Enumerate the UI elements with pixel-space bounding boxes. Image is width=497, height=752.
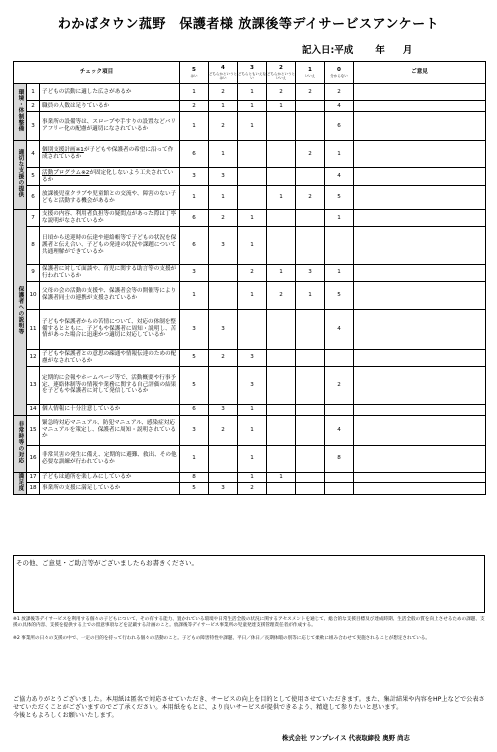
- response-count: [209, 281, 238, 309]
- opinion-cell[interactable]: [354, 227, 486, 265]
- scale-sub: はい: [190, 73, 198, 78]
- response-count: [267, 168, 296, 186]
- response-count: [267, 141, 296, 168]
- table-row: [14, 281, 486, 309]
- response-count: [238, 309, 267, 349]
- response-count: [267, 112, 296, 141]
- date-year: 年: [375, 45, 385, 56]
- response-count: [325, 349, 354, 366]
- question-number: 6: [27, 186, 40, 210]
- response-count: [296, 349, 325, 366]
- response-count: [325, 404, 354, 415]
- question-number: 14: [27, 404, 40, 415]
- response-count: [325, 483, 354, 495]
- response-count: 5: [325, 186, 354, 210]
- response-count: [238, 186, 267, 210]
- response-count: 2: [209, 84, 238, 101]
- opinion-cell[interactable]: [354, 366, 486, 404]
- entry-date: [302, 42, 412, 56]
- opinion-cell[interactable]: [354, 281, 486, 309]
- thanks-closing: 今後ともよろしくお願いいたします。: [13, 712, 118, 719]
- response-count: [267, 227, 296, 265]
- question-number: 18: [27, 483, 40, 495]
- thanks-message: [13, 696, 488, 720]
- response-count: [296, 210, 325, 227]
- question-text: 保護者に対して面談や、育児に関する助言等の支援が行われているか: [40, 265, 180, 282]
- footnote-2: ※2 事業所の日々の支援の中で、一定の目的を持って行われる個々の活動のこと。子どもの障害特性や課題、平日／休日／長期休暇の別等に応じて柔軟に組み合わせて実施されることが想定されている。: [13, 636, 430, 642]
- response-count: 2: [296, 141, 325, 168]
- category-text: 非常時等の対応: [17, 420, 24, 464]
- footnote-term: 個別支援計画※1: [42, 147, 84, 154]
- response-count: [267, 483, 296, 495]
- response-count: 2: [325, 84, 354, 101]
- response-count: [296, 415, 325, 445]
- scale-num: 3: [250, 65, 254, 72]
- response-count: 1: [325, 141, 354, 168]
- question-text: 放課後児童クラブや児童館との交流や、障害のない子どもと活動する機会があるか: [40, 186, 180, 210]
- table-row: [14, 472, 486, 483]
- question-text: 子どもや保護者との意思の疎通や情報伝達のための配慮がなされているか: [40, 349, 180, 366]
- response-count: 2: [209, 349, 238, 366]
- response-count: [325, 227, 354, 265]
- table-row: [14, 349, 486, 366]
- response-count: 2: [325, 366, 354, 404]
- response-count: 6: [180, 210, 209, 227]
- question-number: 15: [27, 415, 40, 445]
- response-count: [296, 404, 325, 415]
- question-text: 活動プログラム※2が固定化しないよう工夫されているか: [40, 168, 180, 186]
- question-number: 8: [27, 227, 40, 265]
- response-count: 1: [180, 281, 209, 309]
- opinion-cell[interactable]: [354, 472, 486, 483]
- response-count: 6: [180, 227, 209, 265]
- response-count: 5: [325, 281, 354, 309]
- opinion-cell[interactable]: [354, 168, 486, 186]
- response-count: 1: [238, 210, 267, 227]
- table-row: [14, 404, 486, 415]
- response-count: [296, 112, 325, 141]
- response-count: [267, 309, 296, 349]
- opinion-cell[interactable]: [354, 112, 486, 141]
- response-count: 2: [238, 265, 267, 282]
- response-count: [296, 472, 325, 483]
- scale-sub: 分からない: [330, 73, 348, 78]
- date-label: 記入日:平成: [302, 45, 354, 56]
- response-count: 1: [325, 210, 354, 227]
- table-row: [14, 168, 486, 186]
- question-number: 16: [27, 445, 40, 472]
- response-count: [296, 309, 325, 349]
- response-count: 2: [267, 281, 296, 309]
- response-count: 3: [209, 227, 238, 265]
- response-count: 3: [209, 168, 238, 186]
- scale-sub: どちらかというとはい: [209, 71, 237, 80]
- scale-header-5: [180, 62, 209, 84]
- response-count: 4: [325, 415, 354, 445]
- other-comments-label: その他、ご意見・ご助言等がございましたらお書きください。: [16, 559, 198, 567]
- response-count: 2: [296, 186, 325, 210]
- question-text: 父母の会の活動の支援や、保護者会等の開催等により保護者同士の連携が支援されているか: [40, 281, 180, 309]
- response-count: 4: [325, 309, 354, 349]
- response-count: 1: [238, 404, 267, 415]
- question-number: 10: [27, 281, 40, 309]
- response-count: 3: [238, 366, 267, 404]
- response-count: [296, 227, 325, 265]
- response-count: 8: [180, 472, 209, 483]
- response-count: 1: [267, 186, 296, 210]
- response-count: 3: [209, 483, 238, 495]
- table-row: [14, 265, 486, 282]
- opinion-cell[interactable]: [354, 415, 486, 445]
- question-text: 緊急時対応マニュアル、防犯マニュアル、感染症対応マニュアルを策定し、保護者に周知・説明されているか: [40, 415, 180, 445]
- scale-sub: どちらかというといいえ: [267, 71, 295, 80]
- response-count: [267, 349, 296, 366]
- question-text: 定期的に会報やホームページ等で、活動概要や行事予定、連絡体制等の情報や業務に関する自己評価の結果を子どもや保護者に対して発信しているか: [40, 366, 180, 404]
- survey-body: [14, 84, 486, 495]
- question-number: 1: [27, 84, 40, 101]
- response-count: 1: [238, 472, 267, 483]
- response-count: 2: [180, 101, 209, 112]
- scale-num: 4: [221, 65, 225, 72]
- response-count: [209, 265, 238, 282]
- response-count: 5: [180, 349, 209, 366]
- table-row: [14, 112, 486, 141]
- response-count: 2: [296, 84, 325, 101]
- footnotes: [13, 617, 488, 650]
- category-label: [14, 84, 27, 141]
- response-count: [267, 404, 296, 415]
- question-header: チェック項目: [14, 62, 180, 84]
- response-count: [296, 366, 325, 404]
- response-count: 1: [180, 445, 209, 472]
- scale-header-1: [296, 62, 325, 84]
- table-row: [14, 101, 486, 112]
- opinion-cell[interactable]: [354, 445, 486, 472]
- table-row: [14, 366, 486, 404]
- response-count: [267, 415, 296, 445]
- page-title: わかばタウン菰野 保護者様 放課後等デイサービスアンケート: [57, 17, 440, 32]
- response-count: [238, 168, 267, 186]
- scale-sub: いいえ: [304, 73, 316, 78]
- response-count: [267, 210, 296, 227]
- table-row: [14, 210, 486, 227]
- opinion-cell[interactable]: [354, 141, 486, 168]
- table-row: [14, 309, 486, 349]
- response-count: 1: [325, 265, 354, 282]
- response-count: [238, 141, 267, 168]
- table-row: [14, 186, 486, 210]
- response-count: 1: [267, 472, 296, 483]
- question-text: 非常災害の発生に備え、定期的に避難、救出、その他必要な訓練が行われているか: [40, 445, 180, 472]
- response-count: 2: [238, 483, 267, 495]
- response-count: [209, 445, 238, 472]
- response-count: 1: [209, 186, 238, 210]
- response-count: 3: [209, 404, 238, 415]
- scale-header-2: [267, 62, 296, 84]
- response-count: [209, 366, 238, 404]
- scale-header-3: [238, 62, 267, 84]
- category-label: [14, 472, 27, 494]
- question-number: 5: [27, 168, 40, 186]
- scale-sub: どちらともいえない: [238, 71, 266, 80]
- opinion-cell[interactable]: [354, 210, 486, 227]
- question-number: 4: [27, 141, 40, 168]
- category-label: [14, 210, 27, 416]
- category-label: [14, 141, 27, 210]
- response-count: 3: [209, 309, 238, 349]
- response-count: 3: [238, 349, 267, 366]
- opinion-cell[interactable]: [354, 309, 486, 349]
- question-number: 9: [27, 265, 40, 282]
- response-count: 4: [325, 168, 354, 186]
- question-text: 個人情報に十分注意しているか: [40, 404, 180, 415]
- category-text: 適切な支援の提供: [17, 149, 24, 198]
- response-count: 2: [209, 415, 238, 445]
- response-count: 1: [180, 186, 209, 210]
- response-count: 6: [180, 141, 209, 168]
- other-comments-box[interactable]: [13, 555, 485, 613]
- response-count: 6: [180, 404, 209, 415]
- table-row: [14, 415, 486, 445]
- category-label: [14, 415, 27, 472]
- question-number: 13: [27, 366, 40, 404]
- question-number: 17: [27, 472, 40, 483]
- date-month: 月: [402, 45, 413, 56]
- question-text: 子どもの活動に適した広さがあるか: [40, 84, 180, 101]
- table-row: [14, 227, 486, 265]
- response-count: 3: [180, 265, 209, 282]
- response-count: 2: [209, 210, 238, 227]
- response-count: 1: [209, 141, 238, 168]
- response-count: 5: [180, 366, 209, 404]
- opinion-cell[interactable]: [354, 404, 486, 415]
- response-count: [296, 445, 325, 472]
- response-count: 3: [180, 415, 209, 445]
- scale-header-0: [325, 62, 354, 84]
- question-number: 12: [27, 349, 40, 366]
- survey-table: [13, 61, 486, 495]
- table-row: [14, 483, 486, 495]
- opinion-cell[interactable]: [354, 186, 486, 210]
- response-count: 3: [296, 265, 325, 282]
- response-count: [296, 101, 325, 112]
- question-text: 個別支援計画※1が子どもや保護者の希望に沿って作成されているか: [40, 141, 180, 168]
- question-text: 子どもは通所を楽しみにしているか: [40, 472, 180, 483]
- company-signature: 株式会社 ワンプレイス 代表取締役 奥野 尚志: [282, 735, 410, 742]
- scale-num: 1: [308, 67, 312, 74]
- question-text: 日頃から送迎時の伝達や連絡帳等で子どもの状況を保護者と伝え合い、子どもの発達の状況や課題について共通理解ができているか: [40, 227, 180, 265]
- thanks-paragraph: ご協力ありがとうございました。本用紙は匿名で対応させていただき、サービスの向上を目的として使用させていただきます。また、集計結果や内容をHP上などで公表させていただくことがございますのでご了承ください。本用紙をもとに、より良いサービスが提供できるよう、精進して参りたいと思います。: [13, 696, 485, 711]
- response-count: [267, 445, 296, 472]
- response-count: 1: [238, 101, 267, 112]
- question-number: 3: [27, 112, 40, 141]
- table-row: [14, 141, 486, 168]
- question-number: 7: [27, 210, 40, 227]
- response-count: 1: [238, 281, 267, 309]
- table-row: [14, 445, 486, 472]
- question-text: 事業所の設備等は、スロープや手すりの設置などバリアフリー化の配慮が適切になされているか: [40, 112, 180, 141]
- table-row: [14, 84, 486, 101]
- question-number: 2: [27, 101, 40, 112]
- response-count: 1: [180, 112, 209, 141]
- question-text: 職員の人数は足りているか: [40, 101, 180, 112]
- scale-num: 0: [337, 67, 341, 74]
- question-number: 11: [27, 309, 40, 349]
- opinion-cell[interactable]: [354, 265, 486, 282]
- response-count: [296, 483, 325, 495]
- response-count: 2: [267, 84, 296, 101]
- response-count: 1: [296, 281, 325, 309]
- response-count: [267, 366, 296, 404]
- response-count: 4: [325, 101, 354, 112]
- response-count: 3: [180, 168, 209, 186]
- opinion-cell[interactable]: [354, 349, 486, 366]
- question-text: 事業所の支援に満足しているか: [40, 483, 180, 495]
- response-count: [296, 168, 325, 186]
- response-count: 8: [325, 445, 354, 472]
- question-text: 子どもや保護者からの苦情について、対応の体制を整備するとともに、子どもや保護者に周知・説明し、苦情があった場合に迅速かつ適切に対応しているか: [40, 309, 180, 349]
- response-count: [325, 472, 354, 483]
- response-count: 5: [180, 483, 209, 495]
- response-count: 1: [238, 227, 267, 265]
- opinion-cell[interactable]: [354, 483, 486, 495]
- response-count: 1: [238, 84, 267, 101]
- response-count: 1: [209, 101, 238, 112]
- response-count: [209, 472, 238, 483]
- response-count: 1: [238, 112, 267, 141]
- response-count: 6: [325, 112, 354, 141]
- footnote-1: ※1 放課後等デイサービスを利用する個々の子どもについて、その有する能力、置かれている環境や日常生活全般の状況に関するアセスメントを通じて、総合的な支援目標及び達成時期、生活全般の質を向上させるための課題、支援の具体的内容、支援を提供する上での留意事項などを記載する計画のこと。放課後等デイサービス事業所の児童発達支援管理責任者が作成する。: [13, 617, 485, 628]
- response-count: 1: [267, 101, 296, 112]
- category-text: 満足度: [17, 472, 24, 491]
- table-header-row: [14, 62, 486, 84]
- category-text: 環境・体制整備: [17, 89, 24, 132]
- opinion-header: ご意見: [354, 62, 486, 84]
- opinion-cell[interactable]: [354, 101, 486, 112]
- question-text: 支援の内容、利用者負担等の疑問点があった際は丁寧な説明がなされているか: [40, 210, 180, 227]
- response-count: 3: [180, 309, 209, 349]
- response-count: 1: [180, 84, 209, 101]
- scale-header-4: [209, 62, 238, 84]
- category-text: 保護者への説明等: [17, 286, 24, 336]
- scale-num: 2: [279, 65, 283, 72]
- response-count: 1: [267, 265, 296, 282]
- response-count: 2: [209, 112, 238, 141]
- response-count: 1: [238, 415, 267, 445]
- footnote-term: 活動プログラム※2: [42, 169, 90, 176]
- response-count: 1: [238, 445, 267, 472]
- opinion-cell[interactable]: [354, 84, 486, 101]
- scale-num: 5: [192, 67, 196, 74]
